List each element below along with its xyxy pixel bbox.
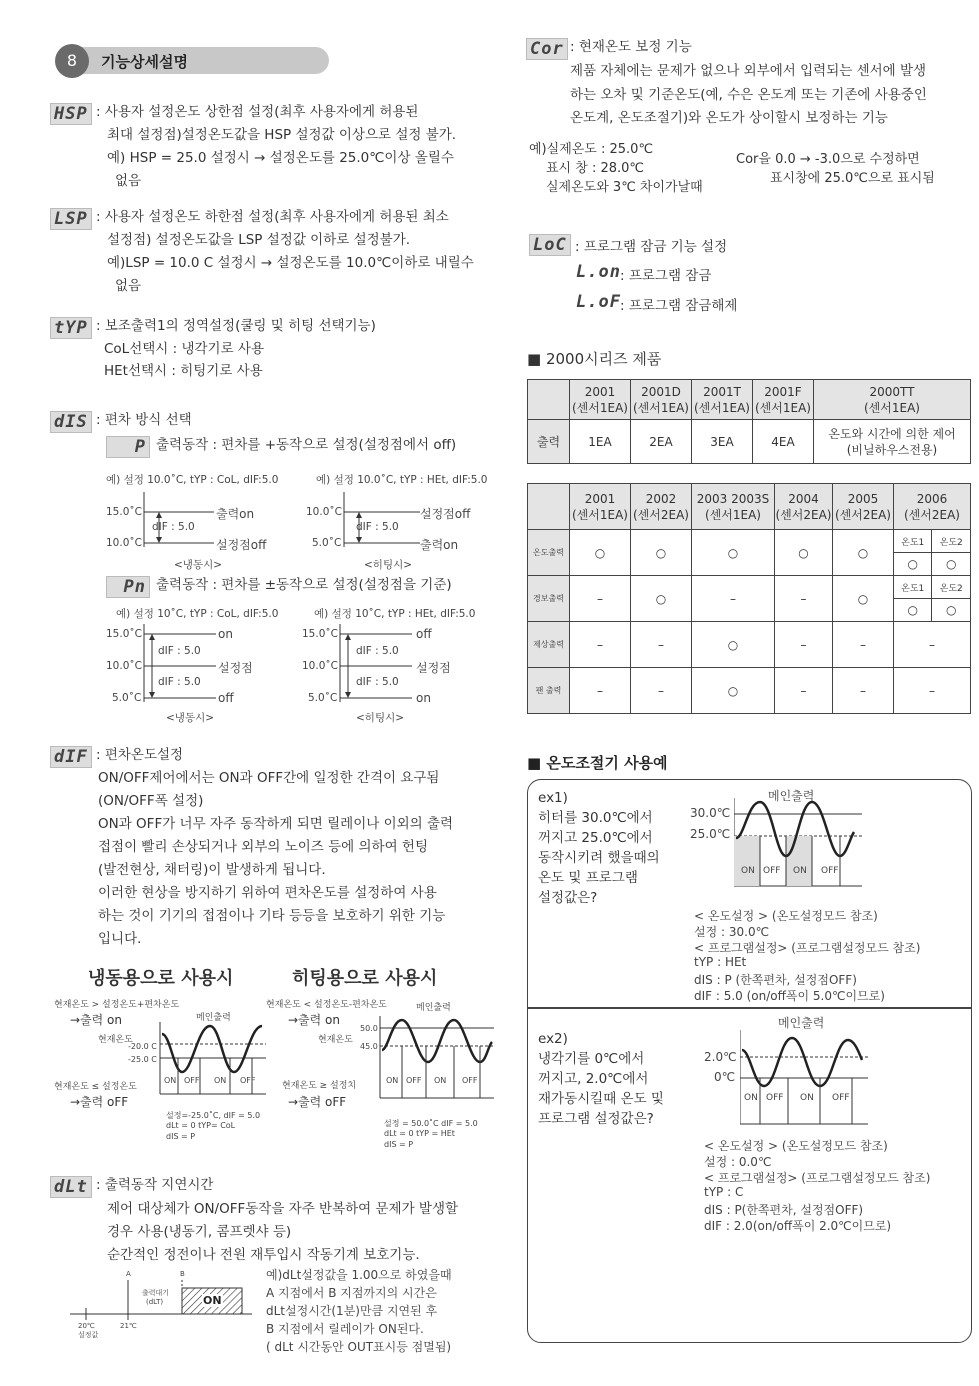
usage-cool-on1: ON bbox=[164, 1076, 177, 1085]
ex2-note-3: < 프로그램설정> (프로그램설정모드 참조) bbox=[704, 1171, 931, 1185]
pn-heat-dif2: dIF : 5.0 bbox=[356, 676, 399, 688]
cor-ex-left-1: 예)실제온도 : 25.0℃ bbox=[529, 142, 654, 157]
pn-cool-t2: 설정점 bbox=[218, 661, 253, 675]
ex2-line-1: 냉각기를 0℃에서 bbox=[538, 1051, 645, 1067]
dis-pn-code: Pn bbox=[106, 576, 150, 598]
pn-heat-caption: 예) 설정 10˚C, tYP : HEt, dIF:5.0 bbox=[314, 608, 476, 620]
t1-col: 2001F (센서1EA) bbox=[753, 380, 814, 420]
p-cool-bot: 10.0˚C bbox=[106, 537, 142, 549]
pn-heat-dif1: dIF : 5.0 bbox=[356, 645, 399, 657]
t2-cell: ○ bbox=[631, 530, 692, 576]
section-title: 기능상세설명 bbox=[101, 53, 188, 71]
dlt-t2: 21℃ bbox=[120, 1322, 137, 1330]
t2-cell: ○ bbox=[631, 576, 692, 622]
pn-cool-dif1: dIF : 5.0 bbox=[158, 645, 201, 657]
ex2-line-4: 프로그램 설정값은? bbox=[538, 1111, 654, 1127]
lsp-line-4: 없음 bbox=[115, 278, 142, 294]
t2-cell: ○ bbox=[570, 530, 631, 576]
usage-heat-off1: OFF bbox=[406, 1076, 422, 1085]
p-cool-caption: 예) 설정 10.0˚C, tYP : CoL, dIF:5.0 bbox=[106, 474, 279, 486]
dlt-line-2: 경우 사용(냉동기, 콤프렛샤 등) bbox=[107, 1224, 292, 1240]
dif-line-6: 이러한 현상을 방지하기 위하여 편차온도를 설정하여 사용 bbox=[98, 885, 437, 901]
examples-title: ■ 온도조절기 사용예 bbox=[527, 754, 668, 772]
dis-p-code: P bbox=[106, 436, 150, 458]
t2-cell: – bbox=[570, 668, 631, 714]
t2-cell: – bbox=[692, 576, 775, 622]
t2-sub-cell: 온도1 bbox=[894, 530, 932, 553]
usage-cool-cond-on: 현재온도 > 설정온도+편차온도 bbox=[54, 1000, 180, 1010]
dlt-ex-1: 예)dLt설정값을 1.00으로 하였을때 bbox=[266, 1268, 452, 1282]
usage-cool-v1: -20.0 C bbox=[128, 1042, 157, 1051]
t2-sub-cell: 온도2 bbox=[932, 530, 971, 553]
t2-cell: – bbox=[833, 668, 894, 714]
ex2-chart bbox=[740, 1030, 880, 1126]
t2-cell: – bbox=[775, 576, 833, 622]
t2-sub-cell: 온도2 bbox=[932, 576, 971, 599]
pn-heat-v3: 5.0˚C bbox=[308, 692, 338, 704]
ex2-main: 메인출력 bbox=[778, 1016, 825, 1030]
lsp-line-2: 설정점) 설정온도값을 LSP 설정값 이하로 설정불가. bbox=[107, 232, 411, 248]
usage-cool-out-on: →출력 on bbox=[70, 1013, 123, 1027]
ex1-on1: ON bbox=[741, 866, 755, 876]
p-cool-top: 15.0˚C bbox=[106, 506, 142, 518]
typ-line-3: HEt선택시 : 히팅기로 사용 bbox=[104, 363, 263, 379]
ex1-note-5: dIS : P (한쪽편차, 설정점OFF) bbox=[694, 973, 857, 987]
t2-row-label: 팬 출력 bbox=[528, 668, 570, 714]
cor-code: Cor bbox=[526, 38, 568, 60]
t1-cell: 2EA bbox=[631, 420, 692, 464]
loc-title: : 프로그램 잠금 기능 설정 bbox=[575, 239, 728, 255]
ex2-on2: ON bbox=[800, 1093, 814, 1103]
hsp-line-4: 없음 bbox=[115, 173, 142, 189]
dif-title: : 편차온도설정 bbox=[96, 747, 184, 763]
dif-line-7: 하는 것이 기기의 접점이나 기타 등등을 보호하기 위한 기능 bbox=[98, 908, 446, 924]
t2-col: 2006 (센서2EA) bbox=[894, 484, 971, 530]
series-table-1 bbox=[527, 379, 971, 464]
hsp-line-2: 최대 설정점)설정온도값을 HSP 설정값 이상으로 설정 불가. bbox=[107, 127, 457, 143]
dlt-t1b: 설정값 bbox=[78, 1331, 99, 1339]
p-cool-t1: 출력on bbox=[216, 507, 255, 521]
pn-cool-v3: 5.0˚C bbox=[112, 692, 142, 704]
dlt-ex-5: ( dLt 시간동안 OUT표시등 점멸됨) bbox=[266, 1340, 452, 1354]
ex1-note-4: tYP : HEt bbox=[694, 955, 747, 969]
usage-cool-chart bbox=[158, 1022, 268, 1102]
p-cool-t2: 설정점off bbox=[216, 538, 267, 552]
p-heat-label: <히팅시> bbox=[364, 559, 413, 571]
ex2-off2: OFF bbox=[832, 1093, 850, 1103]
series-table-2 bbox=[527, 483, 971, 714]
usage-cool-n1: 설정=-25.0˚C, dIF = 5.0 bbox=[166, 1111, 261, 1120]
dlt-line-1: 제어 대상체가 ON/OFF동작을 자주 반복하여 문제가 발생할 bbox=[107, 1201, 459, 1217]
t1-cell: 1EA bbox=[570, 420, 631, 464]
t1-cell: 3EA bbox=[692, 420, 753, 464]
pn-cool-t3: off bbox=[218, 691, 234, 705]
t2-cell: – bbox=[894, 668, 971, 714]
pn-cool-dif2: dIF : 5.0 bbox=[158, 676, 201, 688]
dis-title: : 편차 방식 선택 bbox=[96, 412, 192, 428]
t2-sub-cell: ○ bbox=[932, 553, 971, 576]
dlt-on: ON bbox=[203, 1294, 222, 1307]
t1-corner bbox=[528, 380, 570, 420]
t2-sub-cell: 온도1 bbox=[894, 576, 932, 599]
dlt-line-3: 순간적인 정전이나 전원 재투입시 작동기계 보호기능. bbox=[107, 1247, 420, 1263]
ex2-v2: 0℃ bbox=[714, 1070, 736, 1084]
ex1-line-1: 히터를 30.0℃에서 bbox=[538, 810, 653, 826]
t2-row-label: 경보출력 bbox=[528, 576, 570, 622]
usage-cool-main: 메인출력 bbox=[196, 1013, 231, 1023]
dif-line-2: (ON/OFF폭 설정) bbox=[98, 793, 204, 809]
usage-heat-n3: dIS = P bbox=[384, 1140, 414, 1149]
dlt-a: A bbox=[126, 1270, 131, 1278]
t2-col: 2005 (센서2EA) bbox=[833, 484, 894, 530]
ex1-v1: 30.0℃ bbox=[690, 806, 731, 820]
t2-cell: ○ bbox=[833, 530, 894, 576]
p-heat-dif: dIF : 5.0 bbox=[356, 521, 399, 533]
hsp-line-1: : 사용자 설정온도 상한점 설정(최후 사용자에게 허용된 bbox=[96, 104, 419, 120]
p-heat-t2: 출력on bbox=[420, 538, 459, 552]
p-cool-label: <냉동시> bbox=[174, 559, 223, 571]
series-title: ■ 2000시리즈 제품 bbox=[527, 350, 662, 368]
t2-cell: ○ bbox=[692, 622, 775, 668]
dlt-wait2: (dLT) bbox=[146, 1298, 164, 1306]
ex2-note-6: dIF : 2.0(on/off폭이 2.0℃이므로) bbox=[704, 1219, 892, 1233]
ex1-off1: OFF bbox=[763, 866, 781, 876]
cor-line-3: 온도계, 온도조절기)와 온도가 상이할시 보정하는 기능 bbox=[570, 110, 888, 126]
usage-heat-chart bbox=[378, 1016, 496, 1106]
t1-cell: 4EA bbox=[753, 420, 814, 464]
t2-cell: – bbox=[775, 668, 833, 714]
usage-cool-n2: dLt = 0 tYP= CoL bbox=[166, 1121, 236, 1130]
pn-cool-t1: on bbox=[218, 627, 233, 641]
lsp-code: LSP bbox=[50, 208, 92, 230]
ex1-label: ex1) bbox=[538, 790, 568, 806]
pn-heat-label: <히팅시> bbox=[356, 712, 405, 724]
t2-col: 2002 (센서2EA) bbox=[631, 484, 692, 530]
ex2-note-2: 설정 : 0.0℃ bbox=[704, 1155, 772, 1169]
cor-ex-left-2: 표시 창 : 28.0℃ bbox=[546, 161, 644, 176]
usage-cool-v2: -25.0 C bbox=[128, 1055, 157, 1064]
ex2-on1: ON bbox=[744, 1093, 758, 1103]
usage-heat-off2: OFF bbox=[462, 1076, 478, 1085]
cor-ex-left-3: 실제온도와 3℃ 차이가날때 bbox=[546, 180, 703, 195]
usage-cool-out-off: →출력 oFF bbox=[70, 1095, 129, 1109]
dlt-ex-4: B 지점에서 릴레이가 ON된다. bbox=[266, 1322, 424, 1336]
ex1-on2: ON bbox=[793, 866, 807, 876]
ex1-note-2: 설정 : 30.0℃ bbox=[694, 925, 770, 939]
usage-cool-title: 냉동용으로 사용시 bbox=[88, 968, 234, 989]
usage-cool-cur: 현재온도 bbox=[98, 1035, 133, 1045]
dif-line-5: (발전현상, 채터링)이 발생하게 됩니다. bbox=[98, 862, 326, 878]
pn-cool-label: <냉동시> bbox=[166, 712, 215, 724]
dlt-wait: 출력대기 bbox=[142, 1289, 170, 1297]
ex2-note-1: < 온도설정 > (온도설정모드 참조) bbox=[704, 1139, 888, 1153]
t2-cell: ○ bbox=[833, 576, 894, 622]
usage-heat-n1: 설정 = 50.0˚C dIF = 5.0 bbox=[384, 1119, 478, 1128]
loc-of-code: L.oF bbox=[576, 292, 621, 312]
ex2-line-3: 재가동시킬때 온도 및 bbox=[538, 1091, 664, 1107]
t2-cell: – bbox=[833, 622, 894, 668]
hsp-code: HSP bbox=[50, 103, 92, 125]
p-heat-t1: 설정점off bbox=[420, 507, 471, 521]
usage-heat-n2: dLt = 0 tYP = HEt bbox=[384, 1129, 455, 1138]
t1-col: 2001T (센서1EA) bbox=[692, 380, 753, 420]
loc-on-code: L.on bbox=[576, 262, 621, 282]
ex1-main: 메인출력 bbox=[768, 789, 815, 803]
usage-cool-cond-off: 현재온도 ≤ 설정온도 bbox=[54, 1082, 137, 1092]
t2-cell: ○ bbox=[692, 530, 775, 576]
ex1-note-6: dIF : 5.0 (on/off폭이 5.0℃이므로) bbox=[694, 989, 885, 1003]
t2-row-label: 온도출력 bbox=[528, 530, 570, 576]
pn-heat-t3: on bbox=[416, 691, 431, 705]
ex1-line-5: 설정값은? bbox=[538, 890, 598, 906]
usage-heat-on1: ON bbox=[386, 1076, 399, 1085]
t2-cell: ○ bbox=[775, 530, 833, 576]
t2-col: 2004 (센서2EA) bbox=[775, 484, 833, 530]
p-heat-top: 10.0˚C bbox=[306, 506, 342, 518]
t1-col: 2001D (센서1EA) bbox=[631, 380, 692, 420]
usage-cool-n3: dIS = P bbox=[166, 1132, 196, 1141]
pn-heat-t1: off bbox=[416, 627, 432, 641]
typ-line-1: : 보조출력1의 정역설정(쿨링 및 히팅 선택기능) bbox=[96, 318, 376, 334]
t2-cell: ○ bbox=[692, 668, 775, 714]
cor-ex-right-1: Cor을 0.0 → -3.0으로 수정하면 bbox=[736, 152, 920, 167]
ex1-note-3: < 프로그램설정> (프로그램설정모드 참조) bbox=[694, 941, 921, 955]
cor-title: : 현재온도 보정 기능 bbox=[570, 39, 692, 55]
dis-pn-desc: 출력동작 : 편차를 ±동작으로 설정(설정점을 기준) bbox=[156, 577, 452, 593]
dlt-ex-2: A 지점에서 B 지점까지의 시간은 bbox=[266, 1286, 437, 1300]
usage-heat-main: 메인출력 bbox=[416, 1003, 451, 1013]
p-heat-caption: 예) 설정 10.0˚C, tYP : HEt, dIF:5.0 bbox=[316, 474, 488, 486]
ex1-line-2: 꺼지고 25.0℃에서 bbox=[538, 830, 653, 846]
typ-code: tYP bbox=[50, 317, 92, 339]
dif-line-8: 입니다. bbox=[98, 931, 142, 947]
ex2-line-2: 꺼지고, 2.0℃에서 bbox=[538, 1071, 649, 1087]
dlt-title: : 출력동작 지연시간 bbox=[96, 1177, 214, 1193]
dis-p-desc: 출력동작 : 편차를 +동작으로 설정(설정점에서 off) bbox=[156, 437, 457, 453]
cor-line-2: 하는 오차 및 기준온도(예, 수은 온도계 또는 기존에 사용중인 bbox=[570, 87, 927, 103]
cor-line-1: 제품 자체에는 문제가 없으나 외부에서 입력되는 센서에 발생 bbox=[570, 63, 927, 79]
t1-row-label: 출력 bbox=[528, 420, 570, 464]
dif-line-1: ON/OFF제어에서는 ON과 OFF간에 일정한 간격이 요구됨 bbox=[98, 770, 440, 786]
examples-divider bbox=[528, 1007, 971, 1009]
dlt-ex-3: dLt설정시간(1분)만큼 지연된 후 bbox=[266, 1304, 438, 1318]
hsp-line-3: 예) HSP = 25.0 설정시 → 설정온도를 25.0℃이상 올릴수 bbox=[107, 150, 454, 166]
t2-cell: – bbox=[631, 622, 692, 668]
pn-cool-v2: 10.0˚C bbox=[106, 660, 142, 672]
dif-line-3: ON과 OFF가 너무 자주 동작하게 되면 릴레이나 이외의 출력 bbox=[98, 816, 454, 832]
ex1-line-4: 온도 및 프로그램 bbox=[538, 870, 638, 886]
ex1-off2: OFF bbox=[821, 866, 839, 876]
usage-heat-cur: 현재온도 bbox=[318, 1035, 353, 1045]
usage-cool-off1: OFF bbox=[184, 1076, 200, 1085]
dlt-code: dLt bbox=[50, 1176, 92, 1198]
usage-heat-v1: 50.0 bbox=[360, 1024, 378, 1033]
t2-sub-cell: ○ bbox=[894, 599, 932, 622]
t1-cell: 온도와 시간에 의한 제어 (비닐하우스전용) bbox=[814, 420, 971, 464]
t2-sub-cell: ○ bbox=[894, 553, 932, 576]
section-header bbox=[55, 44, 331, 78]
loc-of-desc: : 프로그램 잠금해제 bbox=[620, 298, 738, 314]
usage-cool-on2: ON bbox=[214, 1076, 227, 1085]
ex1-v2: 25.0℃ bbox=[690, 827, 731, 841]
ex2-label: ex2) bbox=[538, 1031, 568, 1047]
t2-col: 2001 (센서1EA) bbox=[570, 484, 631, 530]
loc-on-desc: : 프로그램 잠금 bbox=[620, 268, 712, 284]
pn-cool-caption: 예) 설정 10˚C, tYP : CoL, dIF:5.0 bbox=[116, 608, 279, 620]
lsp-line-3: 예)LSP = 10.0 C 설정시 → 설정온도를 10.0℃이하로 내릴수 bbox=[107, 255, 474, 271]
lsp-line-1: : 사용자 설정온도 하한점 설정(최후 사용자에게 허용된 최소 bbox=[96, 209, 449, 225]
usage-heat-v2: 45.0 bbox=[360, 1042, 378, 1051]
ex2-note-4: tYP : C bbox=[704, 1185, 744, 1199]
pn-heat-v1: 15.0˚C bbox=[302, 628, 338, 640]
t2-col: 2003 2003S (센서1EA) bbox=[692, 484, 775, 530]
pn-heat-t2: 설정점 bbox=[416, 661, 451, 675]
usage-heat-out-off: →출력 oFF bbox=[288, 1095, 347, 1109]
ex2-note-5: dIS : P(한쪽편차, 설정점OFF) bbox=[704, 1203, 864, 1217]
usage-heat-title: 히팅용으로 사용시 bbox=[292, 968, 438, 989]
dif-code: dIF bbox=[50, 746, 92, 768]
t2-row-label: 제상출력 bbox=[528, 622, 570, 668]
t2-cell: – bbox=[894, 622, 971, 668]
usage-heat-cond-off: 현재온도 ≥ 설정치 bbox=[282, 1081, 357, 1091]
dlt-b: B bbox=[180, 1270, 185, 1278]
p-cool-dif: dIF : 5.0 bbox=[152, 521, 195, 533]
typ-line-2: CoL선택시 : 냉각기로 사용 bbox=[104, 341, 264, 357]
section-number-badge: 8 bbox=[55, 44, 89, 78]
t1-col: 2001 (센서1EA) bbox=[570, 380, 631, 420]
pn-cool-v1: 15.0˚C bbox=[106, 628, 142, 640]
t2-sub-cell: ○ bbox=[932, 599, 971, 622]
dif-line-4: 접점이 빨리 손상되거나 외부의 노이즈 등에 의하여 헌팅 bbox=[98, 839, 428, 855]
usage-heat-on2: ON bbox=[434, 1076, 447, 1085]
pn-heat-v2: 10.0˚C bbox=[302, 660, 338, 672]
dis-code: dIS bbox=[50, 411, 92, 433]
usage-cool-off2: OFF bbox=[240, 1076, 256, 1085]
usage-heat-cond-on: 현재온도 < 설정온도-편차온도 bbox=[266, 1000, 387, 1010]
t2-cell: – bbox=[775, 622, 833, 668]
ex2-off1: OFF bbox=[766, 1093, 784, 1103]
ex1-line-3: 동작시키려 했을때의 bbox=[538, 850, 660, 866]
t2-cell: – bbox=[570, 622, 631, 668]
dlt-t1: 20℃ bbox=[78, 1322, 95, 1330]
t2-cell: – bbox=[631, 668, 692, 714]
ex1-note-1: < 온도설정 > (온도설정모드 참조) bbox=[694, 909, 878, 923]
ex2-v1: 2.0℃ bbox=[704, 1050, 737, 1064]
p-heat-bot: 5.0˚C bbox=[312, 537, 342, 549]
loc-code: LoC bbox=[529, 234, 571, 256]
t2-cell: – bbox=[570, 576, 631, 622]
cor-ex-right-2: 표시창에 25.0℃으로 표시됨 bbox=[770, 171, 935, 186]
t1-col: 2000TT (센서1EA) bbox=[814, 380, 971, 420]
ex1-chart bbox=[734, 798, 874, 890]
t2-corner bbox=[528, 484, 570, 530]
usage-heat-out-on: →출력 on bbox=[288, 1013, 341, 1027]
